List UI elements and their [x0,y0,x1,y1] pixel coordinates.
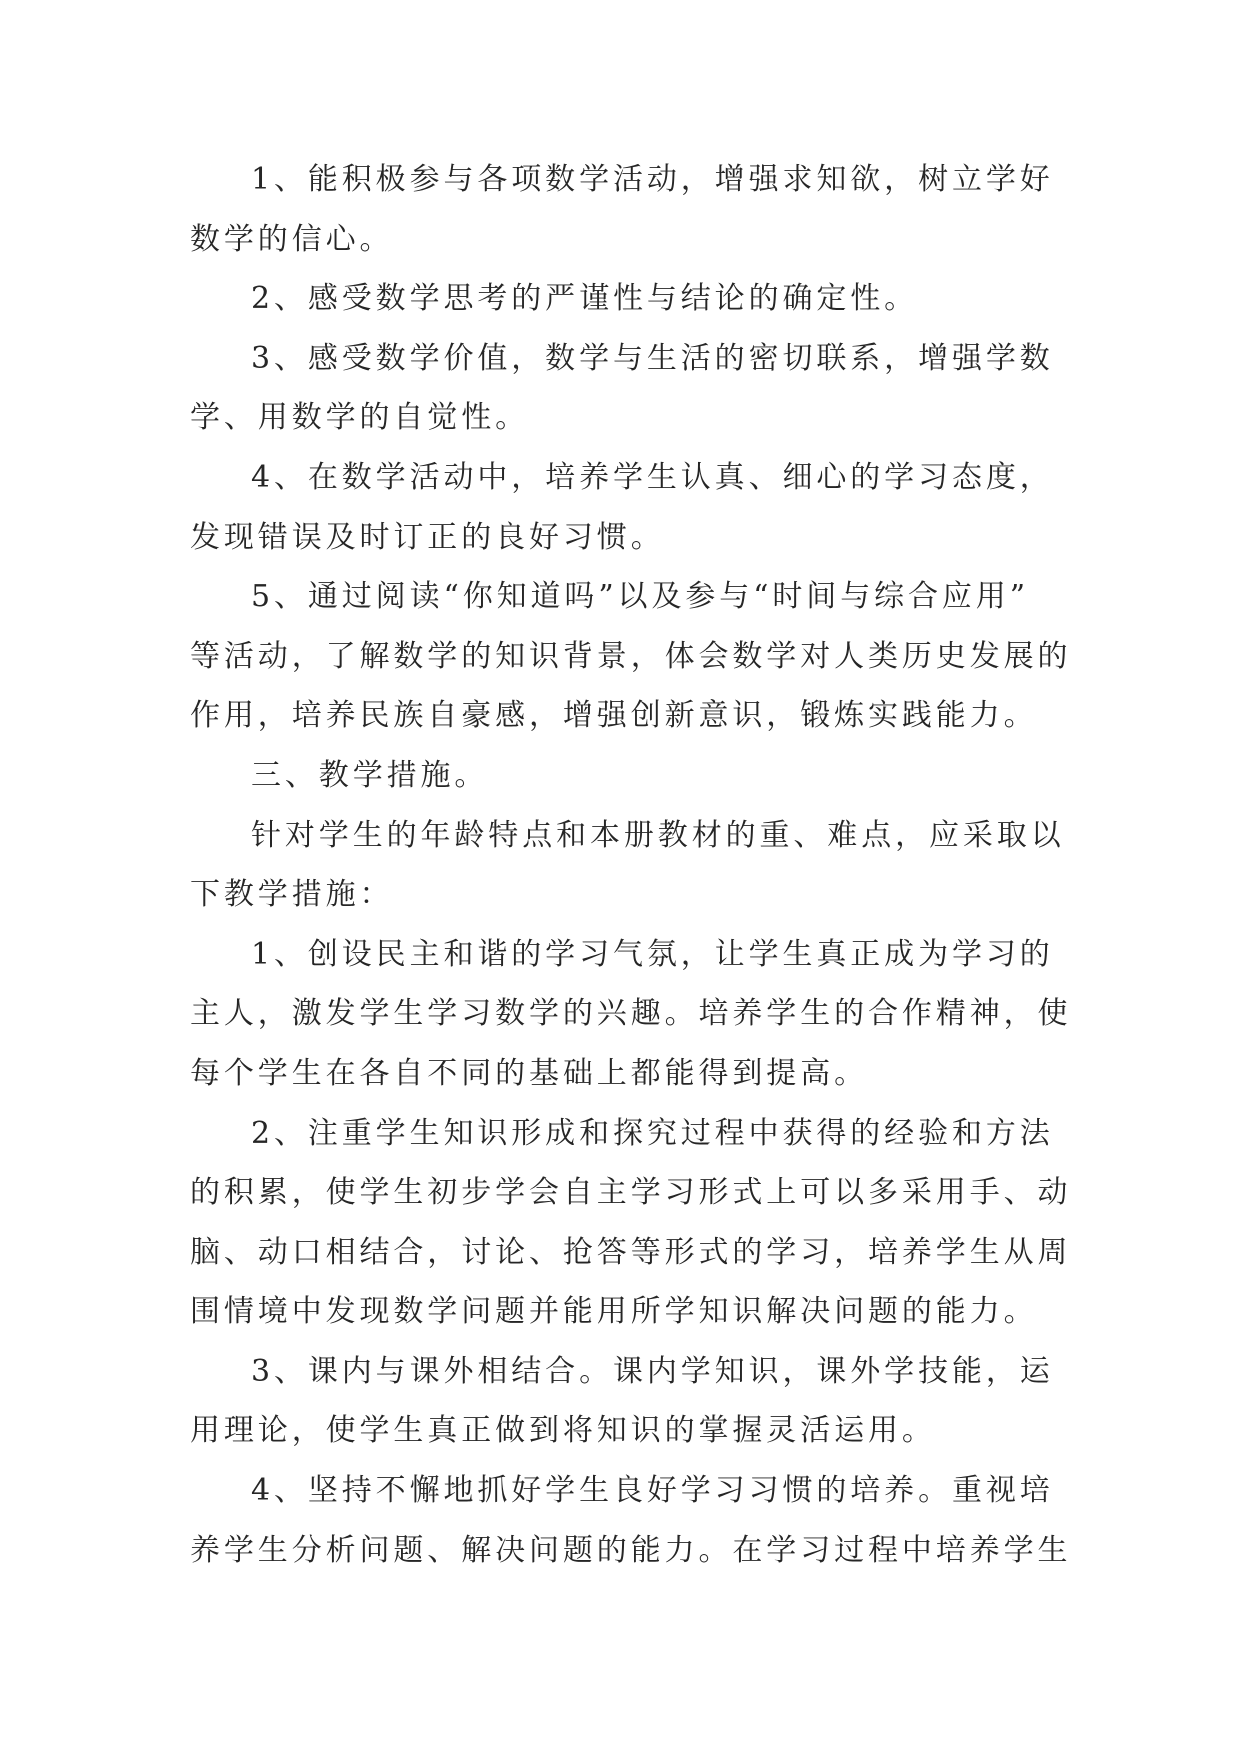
goal-item-4 [190,448,1052,567]
text-line: 学、用数学的自觉性。 [190,400,529,436]
text-line: 针对学生的年龄特点和本册教材的重、难点，应采取以 [251,817,1065,853]
section-heading [190,746,1052,806]
text-line: 作用，培养民族自豪感，增强创新意识，锻炼实践能力。 [190,698,1038,734]
text-line: 脑、动口相结合，讨论、抢答等形式的学习，培养学生从周 [190,1234,1072,1270]
text-line: 下教学措施： [190,877,394,913]
text-line: 2、感受数学思考的严谨性与结论的确定性。 [251,281,919,317]
measures-intro [190,806,1065,925]
text-line: 主人，激发学生学习数学的兴趣。培养学生的合作精神，使 [190,996,1072,1032]
goal-item-3 [190,329,1052,448]
measure-item-4 [190,1461,1072,1580]
measure-item-2 [190,1104,1072,1342]
text-line: 用理论，使学生真正做到将知识的掌握灵活运用。 [190,1413,936,1449]
measure-item-1 [190,925,1072,1104]
goal-item-2 [190,269,1052,329]
text-line: 三、教学措施。 [251,757,489,793]
goal-item-1 [190,150,1052,269]
goal-item-5 [190,567,1072,746]
text-line: 的积累，使学生初步学会自主学习形式上可以多采用手、动 [190,1175,1072,1211]
measure-item-3 [190,1342,1052,1461]
text-line: 数学的信心。 [190,221,394,257]
text-line: 1、创设民主和谐的学习气氛，让学生真正成为学习的 [251,936,1054,972]
text-line: 养学生分析问题、解决问题的能力。在学习过程中培养学生 [190,1532,1072,1568]
text-line: 1、能积极参与各项数学活动，增强求知欲，树立学好 [251,162,1054,197]
text-line: 发现错误及时订正的良好习惯。 [190,519,665,555]
text-line: 3、课内与课外相结合。课内学知识，课外学技能，运 [251,1353,1054,1389]
document-page [190,150,1072,1580]
text-line: 5、通过阅读“你知道吗”以及参与“时间与综合应用” [251,579,1029,615]
text-line: 等活动，了解数学的知识背景，体会数学对人类历史发展的 [190,638,1072,674]
text-line: 4、在数学活动中，培养学生认真、细心的学习态度， [251,459,1054,495]
text-line: 每个学生在各自不同的基础上都能得到提高。 [190,1055,868,1091]
text-line: 2、注重学生知识形成和探究过程中获得的经验和方法 [251,1115,1054,1151]
text-line: 围情境中发现数学问题并能用所学知识解决问题的能力。 [190,1294,1038,1330]
text-line: 4、坚持不懈地抓好学生良好学习习惯的培养。重视培 [251,1473,1054,1509]
text-line: 3、感受数学价值，数学与生活的密切联系，增强学数 [251,340,1054,376]
